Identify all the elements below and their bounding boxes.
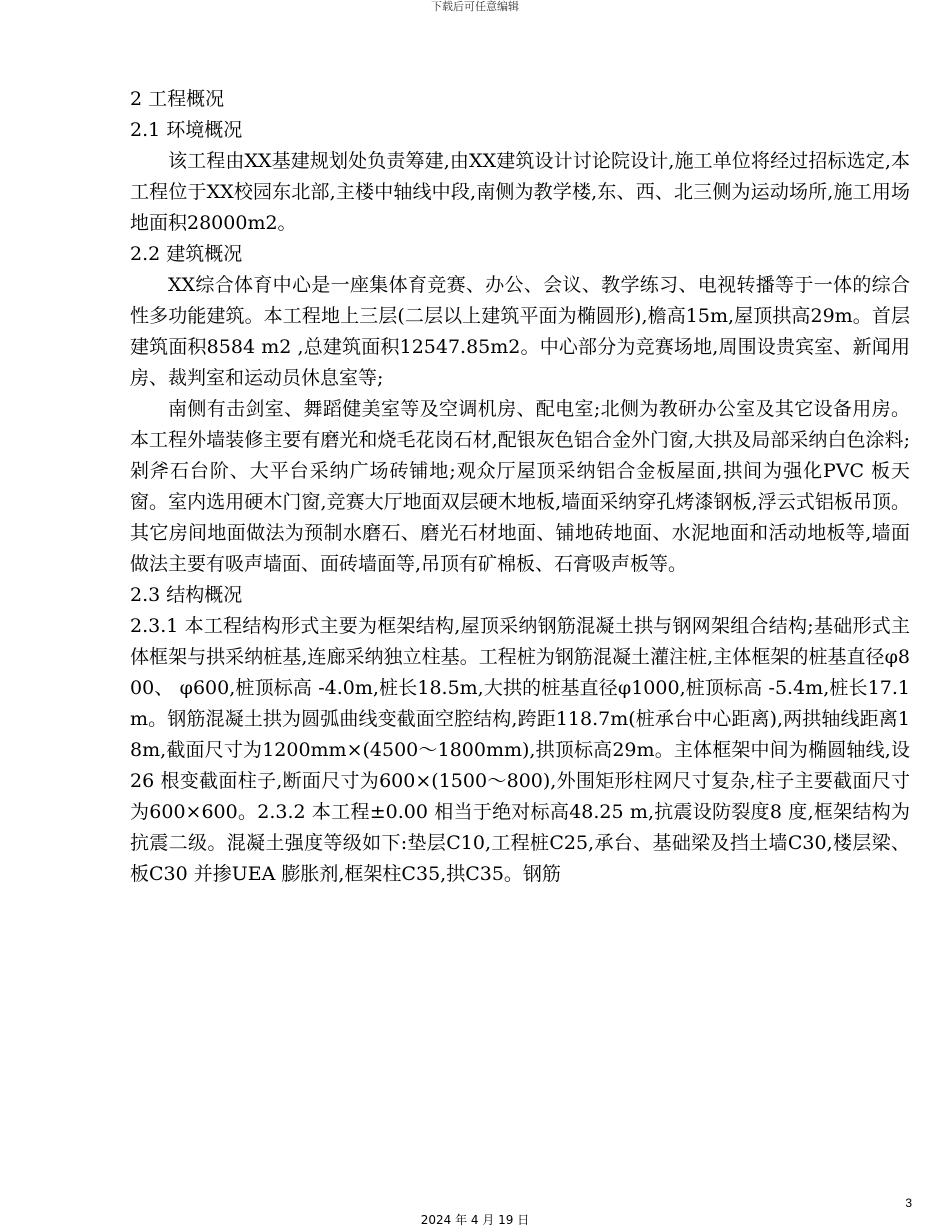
paragraph-environment: 该工程由XX基建规划处负责筹建,由XX建筑设计讨论院设计,施工单位将经过招标选定,本工程位于XX校园东北部,主楼中轴线中段,南侧为教学楼,东、西、北三侧为运动场所,施工用场地面积28000m2。 — [130, 150, 910, 234]
paragraph-architecture-1: XX综合体育中心是一座集体育竞赛、办公、会议、教学练习、电视转播等于一体的综合性多功能建筑。本工程地上三层(二层以上建筑平面为椭圆形),檐高15m,屋顶拱高29m。首层建筑面积8584 m2 ,总建筑面积12547.85m2。中心部分为竞赛场地,周围设贵宾室、新闻用房、裁判室和运动员休息室等; — [130, 274, 910, 389]
section-heading-2: 2 工程概况 — [130, 88, 225, 110]
paragraph-structure: 2.3.1 本工程结构形式主要为框架结构,屋顶采纳钢筋混凝土拱与钢网架组合结构;基础形式主体框架与拱采纳桩基,连廊采纳独立柱基。工程桩为钢筋混凝土灌注桩,主体框架的桩基直径φ800、 φ600,桩顶标高 -4.0m,桩长18.5m,大拱的桩基直径φ1000,桩顶标高 -5.4m,桩长17.1m。钢筋混凝土拱为圆弧曲线变截面空腔结构,跨距118.7m(桩承台中心距离),两拱轴线距离18m,截面尺寸为1200mm×(4500～1800mm),拱顶标高29m。主体框架中间为椭圆轴线,设26 根变截面柱子,断面尺寸为600×(1500～800),外围矩形柱网尺寸复杂,柱子主要截面尺寸为600×600。2.3.2 本工程±0.00 相当于绝对标高48.25 m,抗震设防裂度8 度,框架结构为抗震二级。混凝土强度等级如下:垫层C10,工程桩C25,承台、基础梁及挡土墙C30,楼层梁、板C30 并掺UEA 膨胀剂,框架柱C35,拱C35。钢筋 — [130, 615, 910, 885]
section-heading-2-1: 2.1 环境概况 — [130, 119, 243, 141]
footer-date: 2024 年 4 月 19 日 — [420, 1213, 530, 1227]
section-heading-2-2: 2.2 建筑概况 — [130, 243, 243, 265]
paragraph-architecture-2: 南侧有击剑室、舞蹈健美室等及空调机房、配电室;北侧为教研办公室及其它设备用房。本工程外墙装修主要有磨光和烧毛花岗石材,配银灰色铝合金外门窗,大拱及局部采纳白色涂料;剁斧石台阶、大平台采纳广场砖铺地;观众厅屋顶采纳铝合金板屋面,拱间为强化PVC 板天窗。室内选用硬木门窗,竞赛大厅地面双层硬木地板,墙面采纳穿孔烤漆钢板,浮云式铝板吊顶。其它房间地面做法为预制水磨石、磨光石材地面、铺地砖地面、水泥地面和活动地板等,墙面做法主要有吸声墙面、面砖墙面等,吊顶有矿棉板、石膏吸声板等。 — [130, 398, 910, 575]
page-number: 3 — [905, 1196, 912, 1210]
section-heading-2-3: 2.3 结构概况 — [130, 584, 243, 606]
document-body — [130, 84, 910, 890]
page-header-note: 下载后可任意编辑 — [431, 0, 519, 13]
